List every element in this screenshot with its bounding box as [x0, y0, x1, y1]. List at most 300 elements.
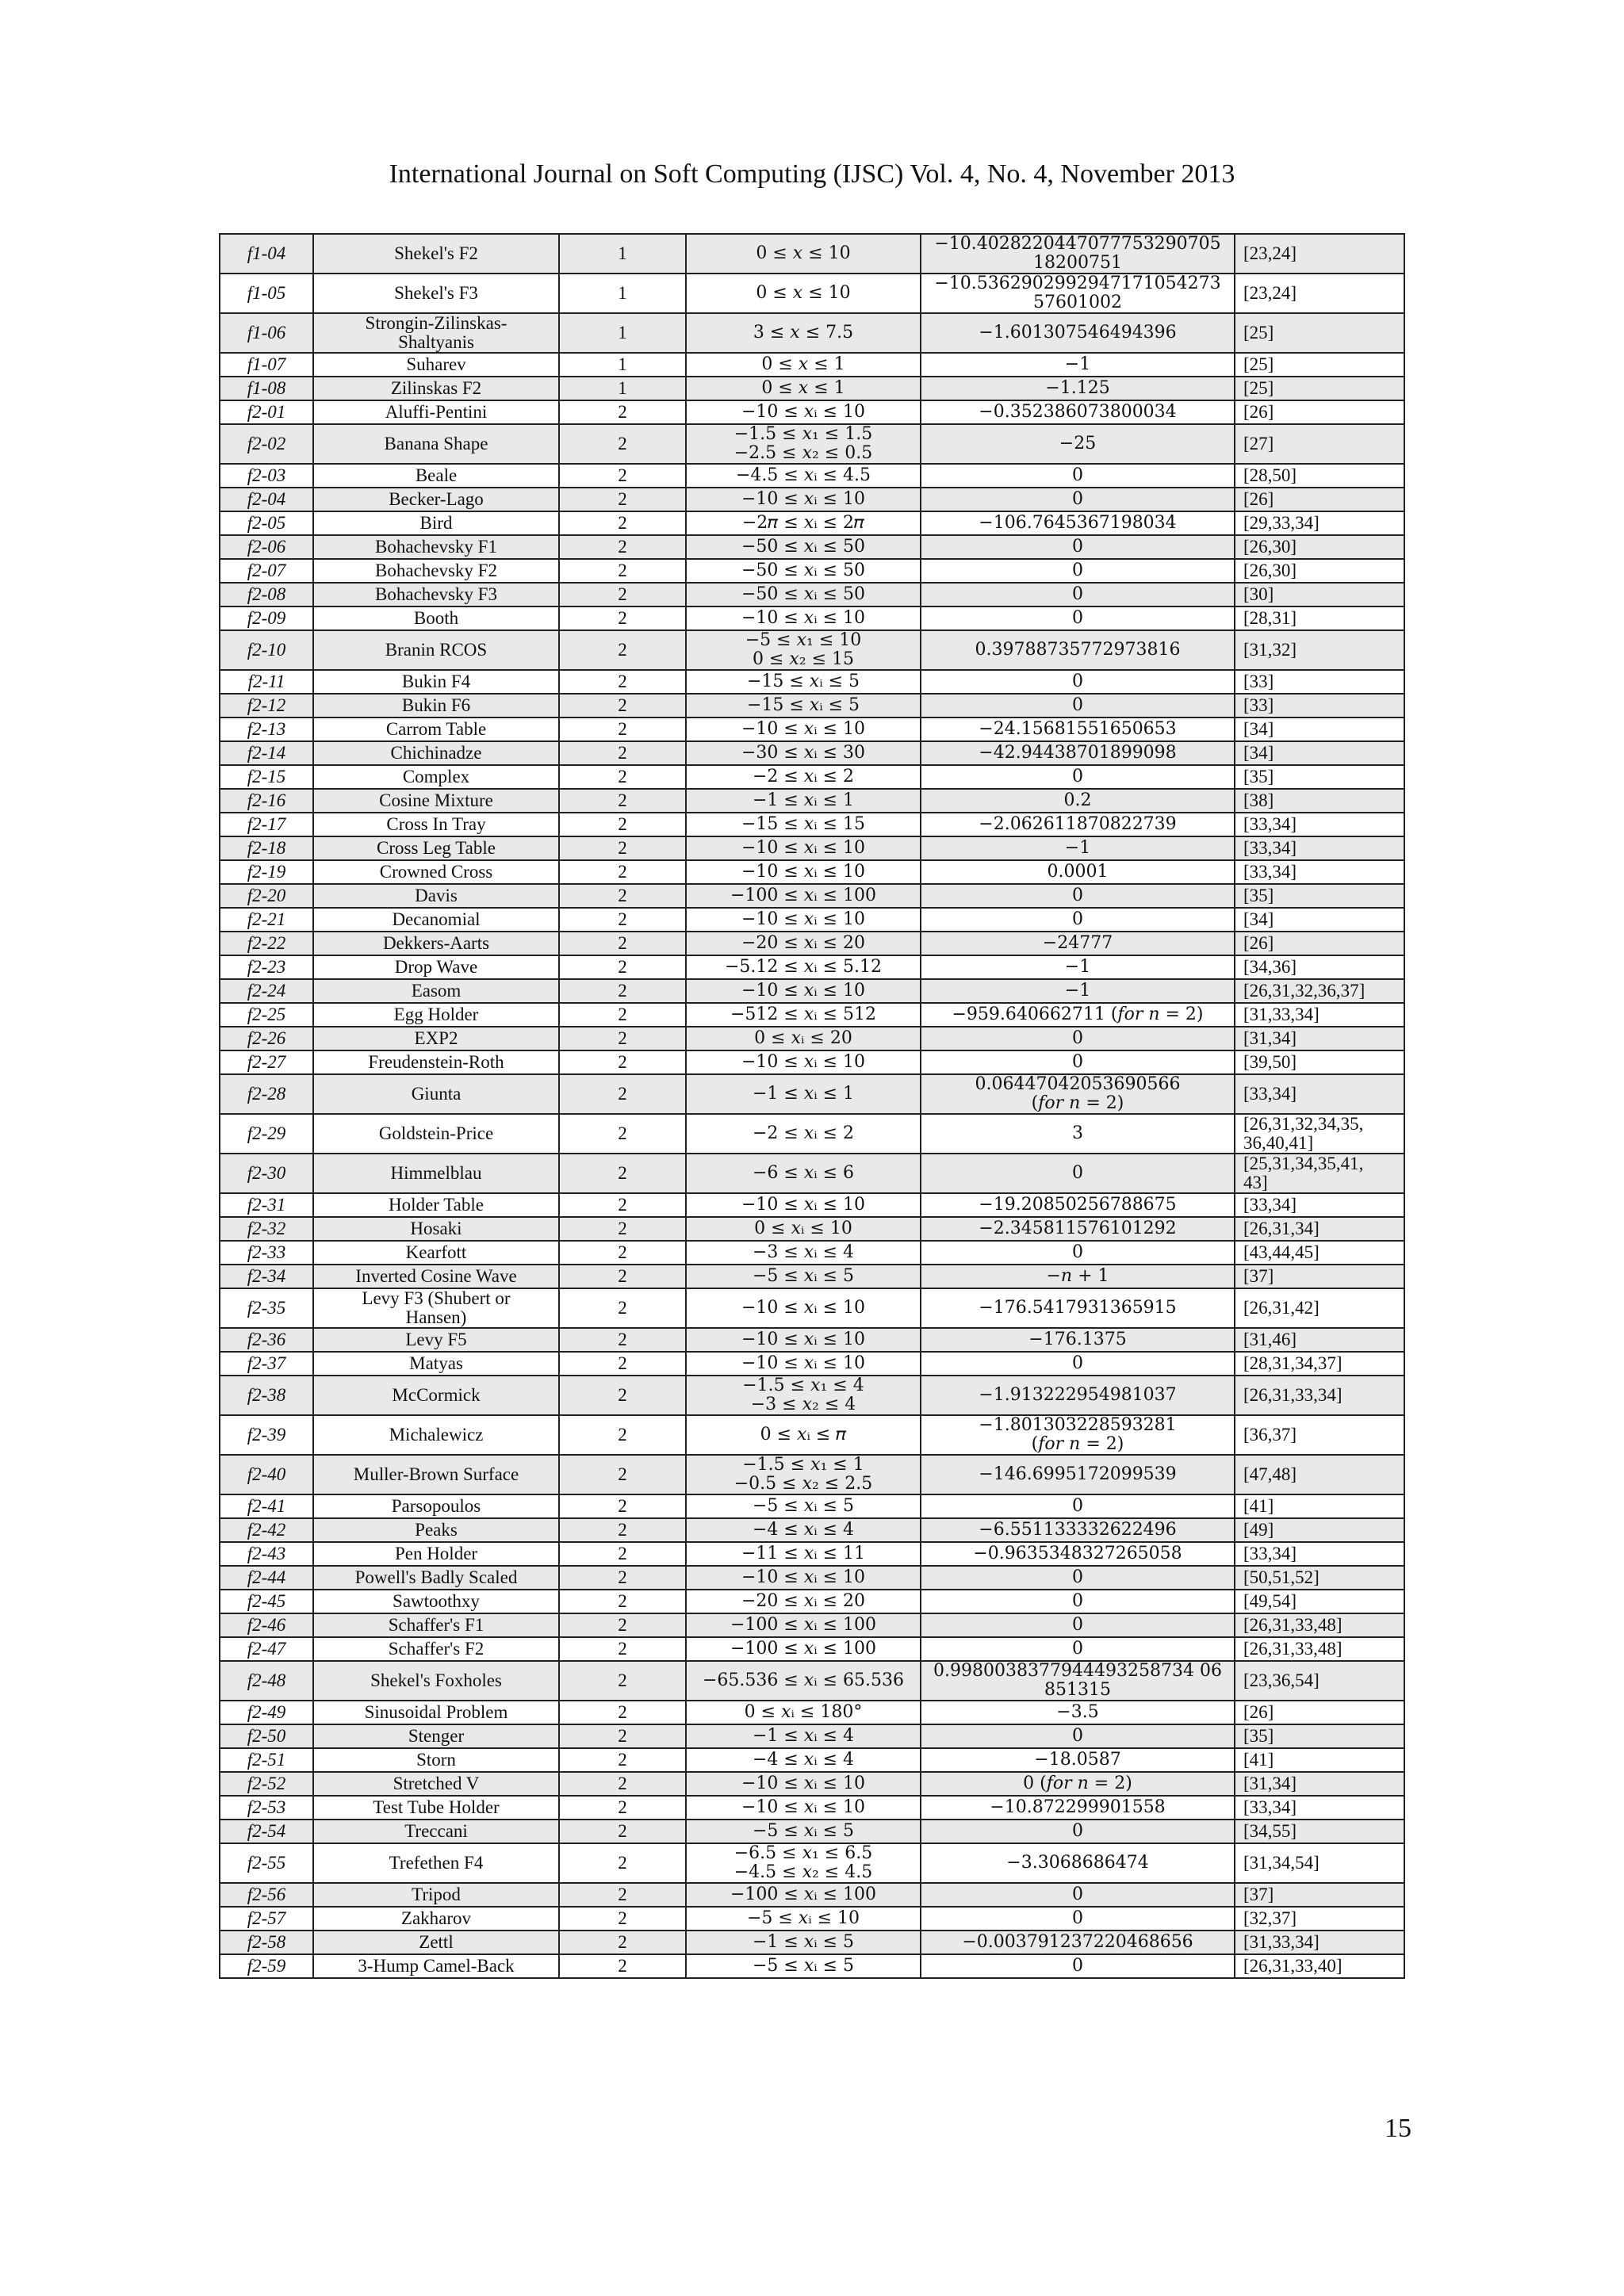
function-id-cell: f2-53: [220, 1796, 313, 1820]
table-row: [220, 1328, 1404, 1352]
reference-cell: [31,46]: [1235, 1328, 1404, 1352]
table-row: [220, 234, 1404, 274]
global-minimum-cell-line: 57601002: [1033, 293, 1122, 312]
reference-cell: [28,31,34,37]: [1235, 1352, 1404, 1376]
table-row: [220, 1494, 1404, 1518]
reference-cell: [26,31,34]: [1235, 1217, 1404, 1241]
function-name-cell-line: Strongin-Zilinskas-: [365, 313, 508, 333]
function-name-cell: Shekel's F2: [313, 234, 559, 274]
reference-cell: [39,50]: [1235, 1050, 1404, 1074]
reference-cell: [35]: [1235, 1724, 1404, 1748]
reference-cell: [26,31,33,48]: [1235, 1637, 1404, 1661]
table-row: [220, 1566, 1404, 1590]
search-range-cell: −50 ≤ 𝑥ᵢ ≤ 50: [686, 559, 921, 583]
dimension-cell: 2: [559, 1796, 686, 1820]
function-id-cell: f2-35: [220, 1288, 313, 1328]
dimension-cell: 1: [559, 377, 686, 400]
function-id-cell: f2-49: [220, 1701, 313, 1724]
function-name-cell-line: Hansen): [405, 1307, 467, 1327]
dimension-cell: 2: [559, 1288, 686, 1328]
reference-cell: [26]: [1235, 488, 1404, 511]
reference-cell: [26,31,33,34]: [1235, 1376, 1404, 1415]
global-minimum-cell: 0: [921, 488, 1235, 511]
global-minimum-cell: −1: [921, 955, 1235, 979]
function-name-cell: Shekel's Foxholes: [313, 1661, 559, 1701]
dimension-cell: 2: [559, 1494, 686, 1518]
function-id-cell: f2-08: [220, 583, 313, 607]
function-id-cell: f2-12: [220, 694, 313, 718]
function-id-cell: f2-22: [220, 932, 313, 955]
function-name-cell: Suharev: [313, 353, 559, 377]
search-range-cell: [686, 424, 921, 464]
search-range-cell: [686, 630, 921, 670]
table-row: [220, 607, 1404, 630]
search-range-cell: 3 ≤ 𝑥 ≤ 7.5: [686, 313, 921, 353]
function-id-cell: f2-06: [220, 535, 313, 559]
function-id-cell: f2-58: [220, 1931, 313, 1954]
reference-cell: [31,34]: [1235, 1027, 1404, 1050]
search-range-cell: −100 ≤ 𝑥ᵢ ≤ 100: [686, 1613, 921, 1637]
dimension-cell: 1: [559, 353, 686, 377]
dimension-cell: 2: [559, 718, 686, 741]
function-name-cell: Becker-Lago: [313, 488, 559, 511]
global-minimum-cell: 0: [921, 583, 1235, 607]
function-name-cell: Inverted Cosine Wave: [313, 1265, 559, 1288]
reference-cell: [35]: [1235, 884, 1404, 908]
dimension-cell: 2: [559, 400, 686, 424]
table-row: [220, 1542, 1404, 1566]
table-row: [220, 583, 1404, 607]
global-minimum-cell: −1: [921, 353, 1235, 377]
table-row: [220, 1074, 1404, 1114]
global-minimum-cell: 3: [921, 1114, 1235, 1154]
global-minimum-cell: −24777: [921, 932, 1235, 955]
search-range-cell: 0 ≤ 𝑥ᵢ ≤ 180°: [686, 1701, 921, 1724]
global-minimum-cell: 0: [921, 694, 1235, 718]
dimension-cell: 2: [559, 670, 686, 694]
dimension-cell: 2: [559, 559, 686, 583]
search-range-cell: [686, 1376, 921, 1415]
reference-cell: [26,31,42]: [1235, 1288, 1404, 1328]
function-id-cell: f2-27: [220, 1050, 313, 1074]
function-id-cell: f2-45: [220, 1590, 313, 1613]
dimension-cell: 2: [559, 1027, 686, 1050]
function-name-cell: [313, 1288, 559, 1328]
search-range-cell: −100 ≤ 𝑥ᵢ ≤ 100: [686, 1637, 921, 1661]
function-name-cell: Giunta: [313, 1074, 559, 1114]
global-minimum-cell: 0: [921, 884, 1235, 908]
reference-cell: [26]: [1235, 1701, 1404, 1724]
running-header: International Journal on Soft Computing (IJSC) Vol. 4, No. 4, November 2013: [389, 159, 1235, 189]
function-name-cell: Cosine Mixture: [313, 789, 559, 813]
function-id-cell: f1-08: [220, 377, 313, 400]
table-row: [220, 1518, 1404, 1542]
table-row: [220, 955, 1404, 979]
function-id-cell: f2-01: [220, 400, 313, 424]
reference-cell: [26,30]: [1235, 559, 1404, 583]
table-row: [220, 1748, 1404, 1772]
reference-cell: [47,48]: [1235, 1455, 1404, 1494]
function-id-cell: f2-26: [220, 1027, 313, 1050]
function-name-cell: Dekkers-Aarts: [313, 932, 559, 955]
dimension-cell: 2: [559, 1455, 686, 1494]
function-name-cell: Pen Holder: [313, 1542, 559, 1566]
table-row: [220, 860, 1404, 884]
global-minimum-cell: 0: [921, 1241, 1235, 1265]
search-range-cell-line: −1.5 ≤ 𝑥₁ ≤ 4: [742, 1376, 864, 1395]
function-id-cell: f2-14: [220, 741, 313, 765]
search-range-cell: −10 ≤ 𝑥ᵢ ≤ 10: [686, 1566, 921, 1590]
dimension-cell: 2: [559, 630, 686, 670]
function-name-cell: Levy F5: [313, 1328, 559, 1352]
global-minimum-cell: 0: [921, 1494, 1235, 1518]
reference-cell: [31,34]: [1235, 1772, 1404, 1796]
dimension-cell: 2: [559, 860, 686, 884]
search-range-cell: −20 ≤ 𝑥ᵢ ≤ 20: [686, 932, 921, 955]
table-row: [220, 511, 1404, 535]
table-row: [220, 1154, 1404, 1193]
table-row: [220, 741, 1404, 765]
table-row: [220, 1455, 1404, 1494]
global-minimum-cell: [921, 1415, 1235, 1455]
global-minimum-cell: 0: [921, 1613, 1235, 1637]
reference-cell: [33]: [1235, 694, 1404, 718]
global-minimum-cell: 0.0001: [921, 860, 1235, 884]
function-id-cell: f2-20: [220, 884, 313, 908]
global-minimum-cell-line: (𝑓𝑜𝑟 𝑛 = 2): [1031, 1093, 1124, 1113]
function-name-cell: Test Tube Holder: [313, 1796, 559, 1820]
dimension-cell: 2: [559, 979, 686, 1003]
global-minimum-cell: −2.345811576101292: [921, 1217, 1235, 1241]
search-range-cell: −30 ≤ 𝑥ᵢ ≤ 30: [686, 741, 921, 765]
reference-cell: [30]: [1235, 583, 1404, 607]
dimension-cell: 2: [559, 488, 686, 511]
dimension-cell: 2: [559, 464, 686, 488]
search-range-cell: 0 ≤ 𝑥 ≤ 1: [686, 353, 921, 377]
function-name-cell: Peaks: [313, 1518, 559, 1542]
search-range-cell: −10 ≤ 𝑥ᵢ ≤ 10: [686, 488, 921, 511]
dimension-cell: 2: [559, 1074, 686, 1114]
function-id-cell: f2-40: [220, 1455, 313, 1494]
function-id-cell: f2-29: [220, 1114, 313, 1154]
global-minimum-cell: 0: [921, 1883, 1235, 1907]
table-row: [220, 1724, 1404, 1748]
table-row: [220, 1661, 1404, 1701]
dimension-cell: 2: [559, 424, 686, 464]
dimension-cell: 2: [559, 1820, 686, 1843]
search-range-cell: −10 ≤ 𝑥ᵢ ≤ 10: [686, 908, 921, 932]
search-range-cell-line: −1.5 ≤ 𝑥₁ ≤ 1: [742, 1455, 864, 1475]
dimension-cell: 2: [559, 607, 686, 630]
function-name-cell: Beale: [313, 464, 559, 488]
function-id-cell: f1-05: [220, 274, 313, 313]
reference-cell: [31,32]: [1235, 630, 1404, 670]
global-minimum-cell: 0: [921, 535, 1235, 559]
search-range-cell-line: 0 ≤ 𝑥₂ ≤ 15: [752, 649, 855, 669]
global-minimum-cell-line: 0.9980038377944493258734 06: [933, 1661, 1222, 1681]
reference-cell: [33]: [1235, 670, 1404, 694]
function-name-cell: Schaffer's F1: [313, 1613, 559, 1637]
function-name-cell: Drop Wave: [313, 955, 559, 979]
search-range-cell-line: −0.5 ≤ 𝑥₂ ≤ 2.5: [733, 1474, 873, 1494]
dimension-cell: 2: [559, 955, 686, 979]
dimension-cell: 2: [559, 908, 686, 932]
dimension-cell: 2: [559, 1352, 686, 1376]
search-range-cell: −100 ≤ 𝑥ᵢ ≤ 100: [686, 884, 921, 908]
reference-cell: [28,31]: [1235, 607, 1404, 630]
function-name-cell: Bird: [313, 511, 559, 535]
dimension-cell: 2: [559, 1518, 686, 1542]
table-row: [220, 1613, 1404, 1637]
dimension-cell: 2: [559, 1265, 686, 1288]
function-name-cell: 3-Hump Camel-Back: [313, 1954, 559, 1978]
global-minimum-cell: 0: [921, 1027, 1235, 1050]
table-row: [220, 718, 1404, 741]
dimension-cell: 2: [559, 1415, 686, 1455]
search-range-cell: −65.536 ≤ 𝑥ᵢ ≤ 65.536: [686, 1661, 921, 1701]
global-minimum-cell: −𝑛 + 1: [921, 1265, 1235, 1288]
function-name-cell-line: Levy F3 (Shubert or: [362, 1288, 511, 1308]
dimension-cell: 2: [559, 1003, 686, 1027]
search-range-cell: −10 ≤ 𝑥ᵢ ≤ 10: [686, 1050, 921, 1074]
table-row: [220, 1193, 1404, 1217]
reference-cell: [26]: [1235, 932, 1404, 955]
table-row: [220, 1352, 1404, 1376]
global-minimum-cell: −106.7645367198034: [921, 511, 1235, 535]
dimension-cell: 2: [559, 741, 686, 765]
reference-cell: [33,34]: [1235, 1074, 1404, 1114]
dimension-cell: 2: [559, 1613, 686, 1637]
dimension-cell: 2: [559, 694, 686, 718]
reference-cell: [26,31,33,48]: [1235, 1613, 1404, 1637]
table-row: [220, 630, 1404, 670]
search-range-cell: −3 ≤ 𝑥ᵢ ≤ 4: [686, 1241, 921, 1265]
function-id-cell: f2-28: [220, 1074, 313, 1114]
dimension-cell: 2: [559, 1193, 686, 1217]
table-row: [220, 1883, 1404, 1907]
function-id-cell: f1-06: [220, 313, 313, 353]
function-name-cell: Bohachevsky F1: [313, 535, 559, 559]
function-name-cell: Bukin F6: [313, 694, 559, 718]
function-id-cell: f2-11: [220, 670, 313, 694]
table-row: [220, 1027, 1404, 1050]
function-name-cell: Michalewicz: [313, 1415, 559, 1455]
function-name-cell: Freudenstein-Roth: [313, 1050, 559, 1074]
global-minimum-cell: −6.551133332622496: [921, 1518, 1235, 1542]
reference-cell: [36,37]: [1235, 1415, 1404, 1455]
function-id-cell: f2-10: [220, 630, 313, 670]
function-name-cell: Storn: [313, 1748, 559, 1772]
function-id-cell: f2-38: [220, 1376, 313, 1415]
dimension-cell: 1: [559, 313, 686, 353]
dimension-cell: 2: [559, 1772, 686, 1796]
table-row: [220, 400, 1404, 424]
reference-cell: [32,37]: [1235, 1907, 1404, 1931]
function-name-cell: Stretched V: [313, 1772, 559, 1796]
function-id-cell: f2-16: [220, 789, 313, 813]
function-id-cell: f2-57: [220, 1907, 313, 1931]
search-range-cell: −10 ≤ 𝑥ᵢ ≤ 10: [686, 1772, 921, 1796]
table-row: [220, 670, 1404, 694]
function-name-cell: Himmelblau: [313, 1154, 559, 1193]
search-range-cell: −5 ≤ 𝑥ᵢ ≤ 5: [686, 1265, 921, 1288]
search-range-cell: −2𝜋 ≤ 𝑥ᵢ ≤ 2𝜋: [686, 511, 921, 535]
global-minimum-cell: [921, 274, 1235, 313]
function-id-cell: f2-51: [220, 1748, 313, 1772]
reference-cell: [31,34,54]: [1235, 1843, 1404, 1883]
reference-cell: [37]: [1235, 1265, 1404, 1288]
search-range-cell: −11 ≤ 𝑥ᵢ ≤ 11: [686, 1542, 921, 1566]
function-name-cell: Booth: [313, 607, 559, 630]
function-id-cell: f1-07: [220, 353, 313, 377]
search-range-cell: −4 ≤ 𝑥ᵢ ≤ 4: [686, 1518, 921, 1542]
function-id-cell: f2-36: [220, 1328, 313, 1352]
global-minimum-cell: 0.2: [921, 789, 1235, 813]
table-row: [220, 1843, 1404, 1883]
table-row: [220, 1376, 1404, 1415]
table-row: [220, 1415, 1404, 1455]
dimension-cell: 2: [559, 1542, 686, 1566]
function-name-cell: Decanomial: [313, 908, 559, 932]
function-name-cell: Zilinskas F2: [313, 377, 559, 400]
dimension-cell: 2: [559, 535, 686, 559]
page-number: 15: [1385, 2114, 1411, 2143]
function-id-cell: f2-13: [220, 718, 313, 741]
search-range-cell-line: −6.5 ≤ 𝑥₁ ≤ 6.5: [733, 1843, 873, 1863]
function-id-cell: f2-23: [220, 955, 313, 979]
reference-cell: [33,34]: [1235, 1542, 1404, 1566]
global-minimum-cell: 0: [921, 1954, 1235, 1978]
global-minimum-cell: −0.352386073800034: [921, 400, 1235, 424]
search-range-cell: −1 ≤ 𝑥ᵢ ≤ 5: [686, 1931, 921, 1954]
function-id-cell: f2-03: [220, 464, 313, 488]
function-name-cell: Zakharov: [313, 1907, 559, 1931]
table-row: [220, 488, 1404, 511]
reference-cell: [43,44,45]: [1235, 1241, 1404, 1265]
function-name-cell: Parsopoulos: [313, 1494, 559, 1518]
global-minimum-cell: −0.9635348327265058: [921, 1542, 1235, 1566]
global-minimum-cell: 0: [921, 1566, 1235, 1590]
function-name-cell: Davis: [313, 884, 559, 908]
global-minimum-cell-line: −1.801303228593281: [979, 1415, 1177, 1435]
global-minimum-cell: 0: [921, 464, 1235, 488]
global-minimum-cell: −959.640662711 (𝑓𝑜𝑟 𝑛 = 2): [921, 1003, 1235, 1027]
search-range-cell: 0 ≤ 𝑥 ≤ 10: [686, 234, 921, 274]
dimension-cell: 1: [559, 234, 686, 274]
function-name-cell: Sinusoidal Problem: [313, 1701, 559, 1724]
function-id-cell: f2-25: [220, 1003, 313, 1027]
dimension-cell: 2: [559, 1328, 686, 1352]
function-id-cell: f2-55: [220, 1843, 313, 1883]
global-minimum-cell-line: −10.5362902992947171054273: [934, 274, 1221, 293]
search-range-cell: −10 ≤ 𝑥ᵢ ≤ 10: [686, 979, 921, 1003]
function-id-cell: f2-44: [220, 1566, 313, 1590]
table-row: [220, 932, 1404, 955]
dimension-cell: 2: [559, 1637, 686, 1661]
reference-cell: [1235, 1114, 1404, 1154]
global-minimum-cell: −1.601307546494396: [921, 313, 1235, 353]
function-name-cell: Cross Leg Table: [313, 836, 559, 860]
reference-cell: [34,36]: [1235, 955, 1404, 979]
global-minimum-cell: 0: [921, 908, 1235, 932]
search-range-cell: −15 ≤ 𝑥ᵢ ≤ 5: [686, 670, 921, 694]
search-range-cell: −50 ≤ 𝑥ᵢ ≤ 50: [686, 583, 921, 607]
reference-cell: [33,34]: [1235, 836, 1404, 860]
reference-cell: [34]: [1235, 741, 1404, 765]
function-id-cell: f2-17: [220, 813, 313, 836]
function-id-cell: f2-07: [220, 559, 313, 583]
function-id-cell: f2-15: [220, 765, 313, 789]
table-row: [220, 1217, 1404, 1241]
table-row: [220, 274, 1404, 313]
function-name-cell: Muller-Brown Surface: [313, 1455, 559, 1494]
dimension-cell: 2: [559, 789, 686, 813]
function-name-cell: Banana Shape: [313, 424, 559, 464]
search-range-cell: −10 ≤ 𝑥ᵢ ≤ 10: [686, 1352, 921, 1376]
search-range-cell: −20 ≤ 𝑥ᵢ ≤ 20: [686, 1590, 921, 1613]
global-minimum-cell: −10.872299901558: [921, 1796, 1235, 1820]
function-id-cell: f1-04: [220, 234, 313, 274]
table-row: [220, 424, 1404, 464]
global-minimum-cell: 0: [921, 1050, 1235, 1074]
function-name-cell: EXP2: [313, 1027, 559, 1050]
search-range-cell: −5 ≤ 𝑥ᵢ ≤ 5: [686, 1820, 921, 1843]
search-range-cell: −1 ≤ 𝑥ᵢ ≤ 1: [686, 789, 921, 813]
search-range-cell-line: −4.5 ≤ 𝑥₂ ≤ 4.5: [733, 1862, 873, 1882]
reference-cell: [49]: [1235, 1518, 1404, 1542]
function-id-cell: f2-21: [220, 908, 313, 932]
table-row: [220, 1590, 1404, 1613]
global-minimum-cell: −0.003791237220468656: [921, 1931, 1235, 1954]
global-minimum-cell: [921, 1074, 1235, 1114]
global-minimum-cell: 0: [921, 670, 1235, 694]
function-name-cell: Cross In Tray: [313, 813, 559, 836]
reference-cell: [23,36,54]: [1235, 1661, 1404, 1701]
dimension-cell: 2: [559, 1954, 686, 1978]
search-range-cell: −1 ≤ 𝑥ᵢ ≤ 4: [686, 1724, 921, 1748]
reference-cell: [25]: [1235, 377, 1404, 400]
dimension-cell: 2: [559, 1590, 686, 1613]
function-name-cell: Branin RCOS: [313, 630, 559, 670]
dimension-cell: 2: [559, 1843, 686, 1883]
function-id-cell: f2-47: [220, 1637, 313, 1661]
search-range-cell: −100 ≤ 𝑥ᵢ ≤ 100: [686, 1883, 921, 1907]
function-name-cell: Easom: [313, 979, 559, 1003]
function-name-cell: Carrom Table: [313, 718, 559, 741]
table-row: [220, 1003, 1404, 1027]
search-range-cell: −5 ≤ 𝑥ᵢ ≤ 5: [686, 1954, 921, 1978]
dimension-cell: 2: [559, 884, 686, 908]
dimension-cell: 2: [559, 583, 686, 607]
global-minimum-cell: −3.5: [921, 1701, 1235, 1724]
global-minimum-cell: −42.94438701899098: [921, 741, 1235, 765]
reference-cell-line: 43]: [1243, 1173, 1268, 1192]
global-minimum-cell: −146.6995172099539: [921, 1455, 1235, 1494]
search-range-cell: −5 ≤ 𝑥ᵢ ≤ 5: [686, 1494, 921, 1518]
reference-cell-line: [25,31,34,35,41,: [1243, 1154, 1364, 1173]
function-name-cell: Trefethen F4: [313, 1843, 559, 1883]
function-id-cell: f2-46: [220, 1613, 313, 1637]
search-range-cell: −10 ≤ 𝑥ᵢ ≤ 10: [686, 718, 921, 741]
reference-cell: [35]: [1235, 765, 1404, 789]
search-range-cell: −15 ≤ 𝑥ᵢ ≤ 15: [686, 813, 921, 836]
reference-cell: [34]: [1235, 718, 1404, 741]
table-row: [220, 1050, 1404, 1074]
benchmark-functions-table: [219, 233, 1405, 1979]
search-range-cell: −5 ≤ 𝑥ᵢ ≤ 10: [686, 1907, 921, 1931]
global-minimum-cell: −24.15681551650653: [921, 718, 1235, 741]
function-id-cell: f2-05: [220, 511, 313, 535]
